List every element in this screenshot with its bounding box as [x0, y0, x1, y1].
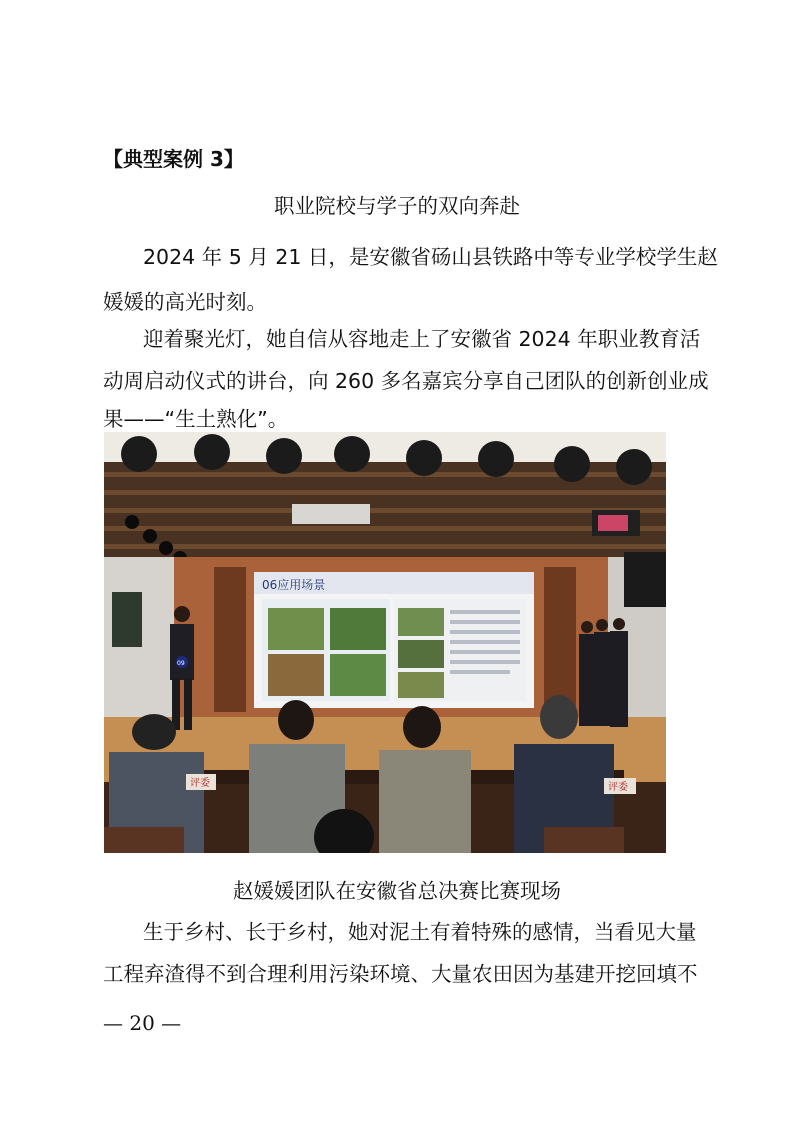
- paragraph-1-line-1: 2024 年 5 月 21 日，是安徽省砀山县铁路中等专业学校学生赵: [143, 245, 718, 269]
- photo-caption: 赵媛媛团队在安徽省总决赛比赛现场: [233, 879, 561, 903]
- paragraph-3-line-2: 工程弃渣得不到合理利用污染环境、大量农田因为基建开挖回填不: [103, 962, 698, 986]
- table-sign-right: 评委: [608, 782, 628, 793]
- paragraph-3-line-1: 生于乡村、长于乡村，她对泥土有着特殊的感情，当看见大量: [143, 920, 697, 944]
- paragraph-1-line-2: 媛媛的高光时刻。: [103, 290, 267, 314]
- table-sign-left: 评委: [190, 778, 210, 789]
- page-number: — 20 —: [103, 1011, 182, 1035]
- paragraph-2-line-2: 动周启动仪式的讲台，向 260 多名嘉宾分享自己团队的创新创业成: [103, 369, 709, 393]
- paragraph-2-line-3: 果——“生土熟化”。: [103, 407, 289, 431]
- speaker-badge: 09: [177, 660, 185, 667]
- paragraph-2-line-1: 迎着聚光灯，她自信从容地走上了安徽省 2024 年职业教育活: [143, 327, 701, 351]
- article-title: 职业院校与学子的双向奔赴: [274, 194, 520, 218]
- case-label: 【典型案例 3】: [103, 147, 244, 171]
- team-members: [579, 618, 628, 727]
- event-photo: [104, 432, 666, 853]
- screen-title: 06应用场景: [262, 578, 326, 592]
